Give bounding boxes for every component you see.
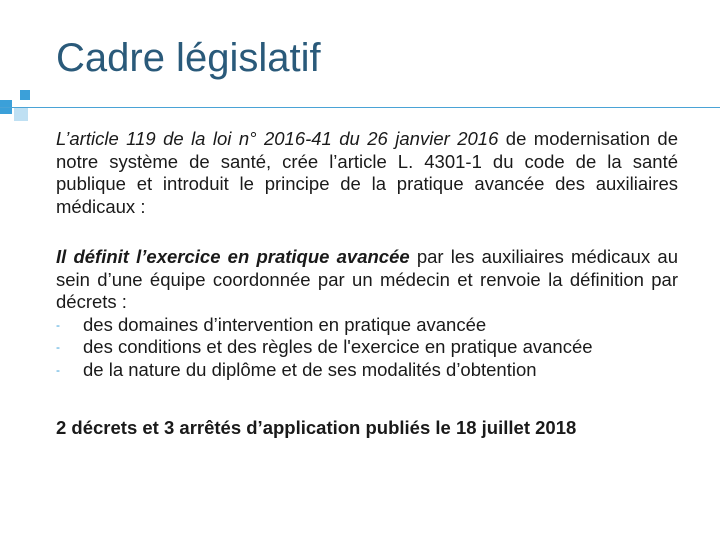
slide-body bbox=[56, 128, 678, 440]
slide-title: Cadre législatif bbox=[56, 36, 321, 80]
list-item-text: des domaines d’intervention en pratique avancée bbox=[83, 313, 487, 335]
list-item-text: des conditions et des règles de l'exercice en pratique avancée bbox=[83, 336, 593, 357]
list-item bbox=[56, 336, 678, 359]
definition-description: par les auxiliaires médicaux au sein d’une équipe coordonnée par un médecin et renvoie la définition par décrets : bbox=[56, 246, 678, 312]
paragraph-article bbox=[56, 128, 678, 218]
deco-square bbox=[14, 107, 28, 121]
title-divider-line bbox=[0, 107, 720, 108]
decree-list bbox=[56, 314, 678, 382]
bullet-dash: - bbox=[56, 317, 60, 332]
bullet-dash: - bbox=[56, 340, 60, 354]
list-item-text: de la nature du diplôme et de ses modalités d’obtention bbox=[83, 358, 537, 380]
deco-square bbox=[20, 90, 30, 100]
list-item bbox=[56, 359, 678, 382]
list-item bbox=[56, 314, 678, 337]
definition-lead: Il définit l’exercice en pratique avancée bbox=[56, 246, 410, 267]
article-description: de modernisation de notre système de santé, crée l’article L. 4301-1 du code de la santé publique et introduit le principe de la pratique avancée des auxiliaires médicaux : bbox=[56, 128, 678, 217]
bullet-dash: - bbox=[56, 362, 60, 377]
article-reference: L’article 119 de la loi n° 2016-41 du 26 janvier 2016 bbox=[56, 128, 499, 149]
paragraph-definition bbox=[56, 246, 678, 314]
conclusion-text: 2 décrets et 3 arrêtés d’application publiés le 18 juillet 2018 bbox=[56, 417, 577, 438]
